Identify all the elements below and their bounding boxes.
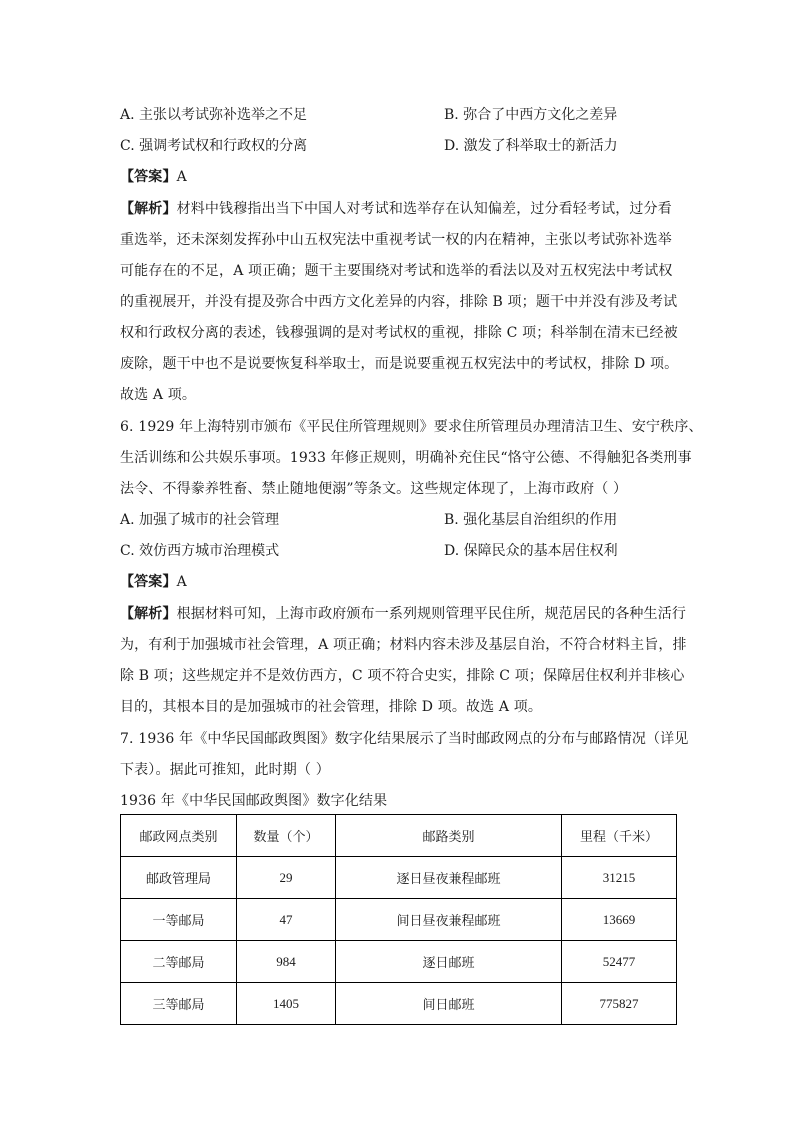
q5-analysis-line: 故选 A 项。 xyxy=(120,387,197,403)
q6-analysis-line: 为，有利于加强城市社会管理，A 项正确；材料内容未涉及基层自治，不符合材料主旨，排 xyxy=(120,637,687,653)
table-cell: 一等邮局 xyxy=(121,899,237,941)
q7-stem-line: 下表）。据此可推知，此时期（ ） xyxy=(120,762,330,778)
table-cell: 29 xyxy=(237,857,336,899)
table-header-cell: 里程（千米） xyxy=(562,815,677,857)
table-cell: 二等邮局 xyxy=(121,941,237,983)
table-cell: 间日昼夜兼程邮班 xyxy=(336,899,562,941)
q5-option-a: A. 主张以考试弥补选举之不足 xyxy=(120,107,308,123)
table-cell: 邮政管理局 xyxy=(121,857,237,899)
table-cell: 984 xyxy=(237,941,336,983)
table-cell: 1405 xyxy=(237,983,336,1025)
table-row xyxy=(121,941,677,983)
q6-analysis-line xyxy=(120,603,686,623)
q6-analysis-label: 【解析】 xyxy=(120,606,177,622)
table-cell: 间日邮班 xyxy=(336,983,562,1025)
table-header-cell: 数量（个） xyxy=(237,815,336,857)
table-cell: 逐日昼夜兼程邮班 xyxy=(336,857,562,899)
q6-stem-line: 法令、不得豢养牲畜、禁止随地便溺”等条文。这些规定体现了，上海市政府（ ） xyxy=(120,481,628,497)
q5-analysis-line xyxy=(120,198,672,218)
q7-stem-line: 7. 1936 年《中华民国邮政舆图》数字化结果展示了当时邮政网点的分布与邮路情况（详见 xyxy=(120,731,689,747)
table-header-cell: 邮路类别 xyxy=(336,815,562,857)
q5-analysis-line: 可能存在的不足，A 项正确；题干主要围绕对考试和选举的看法以及对五权宪法中考试权 xyxy=(120,263,673,279)
table-cell: 13669 xyxy=(562,899,677,941)
table-header-cell: 邮政网点类别 xyxy=(121,815,237,857)
q5-answer-label: 【答案】 xyxy=(120,169,177,185)
q6-option-d: D. 保障民众的基本居住权利 xyxy=(444,543,618,559)
table-cell: 47 xyxy=(237,899,336,941)
q5-analysis-label: 【解析】 xyxy=(120,201,177,217)
q7-table-caption: 1936 年《中华民国邮政舆图》数字化结果 xyxy=(120,793,388,809)
table-cell: 31215 xyxy=(562,857,677,899)
q5-analysis-line: 废除，题干中也不是说要恢复科举取士，而是说要重视五权宪法中的考试权，排除 D 项。 xyxy=(120,356,679,372)
q5-answer-value: A xyxy=(176,169,187,185)
q5-analysis-line: 权和行政权分离的表述，钱穆强调的是对考试权的重视，排除 C 项；科举制在清末已经被 xyxy=(120,325,678,341)
q6-answer-value: A xyxy=(176,574,187,590)
table-row xyxy=(121,857,677,899)
q6-option-b: B. 强化基层自治组织的作用 xyxy=(444,512,618,528)
q6-option-c: C. 效仿西方城市治理模式 xyxy=(120,543,280,559)
q5-analysis-line: 重选举，还未深刻发挥孙中山五权宪法中重视考试一权的内在精神，主张以考试弥补选举 xyxy=(120,232,672,248)
q5-analysis-line: 的重视展开，并没有提及弥合中西方文化差异的内容，排除 B 项；题干中并没有涉及考试 xyxy=(120,294,678,310)
q6-stem-line: 6. 1929 年上海特别市颁布《平民住所管理规则》要求住所管理员办理清洁卫生、安宁秩序、 xyxy=(120,419,703,435)
table-cell: 三等邮局 xyxy=(121,983,237,1025)
q6-analysis-line: 目的，其根本目的是加强城市的社会管理，排除 D 项。故选 A 项。 xyxy=(120,699,543,715)
table-cell: 775827 xyxy=(562,983,677,1025)
q5-answer xyxy=(120,166,187,186)
table-header-row xyxy=(121,815,677,857)
q6-analysis-text: 根据材料可知，上海市政府颁布一系列规则管理平民住所，规范居民的各种生活行 xyxy=(176,606,687,622)
q5-option-c: C. 强调考试权和行政权的分离 xyxy=(120,138,308,154)
table-cell: 52477 xyxy=(562,941,677,983)
q6-stem-line: 生活训练和公共娱乐事项。1933 年修正规则，明确补充住民“恪守公德、不得触犯各类刑事 xyxy=(120,450,692,466)
postal-table xyxy=(120,814,677,1025)
q5-analysis-text: 材料中钱穆指出当下中国人对考试和选举存在认知偏差，过分看轻考试，过分看 xyxy=(176,201,672,217)
table-cell: 逐日邮班 xyxy=(336,941,562,983)
q6-option-a: A. 加强了城市的社会管理 xyxy=(120,512,280,528)
table-row xyxy=(121,983,677,1025)
q5-option-b: B. 弥合了中西方文化之差异 xyxy=(444,107,618,123)
q6-answer xyxy=(120,571,187,591)
q5-option-d: D. 激发了科举取士的新活力 xyxy=(444,138,618,154)
q6-analysis-line: 除 B 项；这些规定并不是效仿西方，C 项不符合史实，排除 C 项；保障居住权利并非核心 xyxy=(120,668,685,684)
table-row xyxy=(121,899,677,941)
q6-answer-label: 【答案】 xyxy=(120,574,177,590)
